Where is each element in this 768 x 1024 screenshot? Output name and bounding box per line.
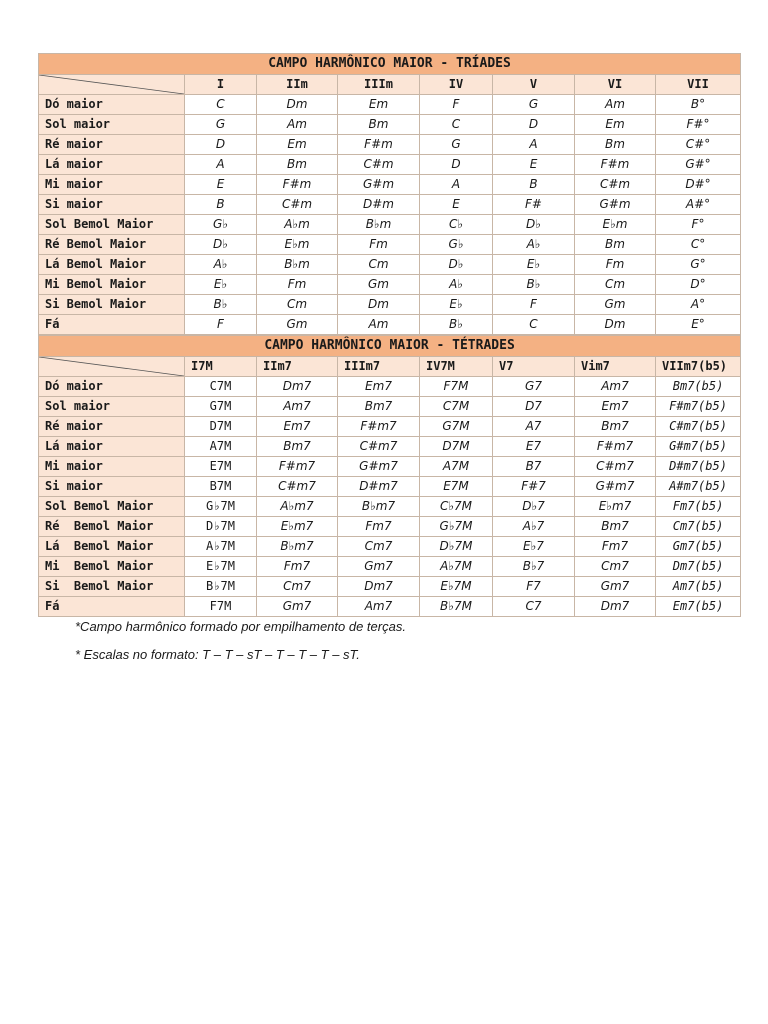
chord-cell: G7M <box>185 397 257 417</box>
chord-cell: A <box>185 155 257 175</box>
column-header: VI <box>575 75 656 95</box>
chord-cell: G#m <box>338 175 420 195</box>
row-label: Si Bemol Maior <box>39 577 185 597</box>
corner-diagonal-cell <box>39 75 185 95</box>
chord-cell: C7M <box>185 377 257 397</box>
chord-cell: G7 <box>493 377 575 397</box>
chord-cell: E♭m <box>575 215 656 235</box>
chord-cell: Em7 <box>257 417 338 437</box>
chord-cell: C♭ <box>420 215 493 235</box>
column-header: IIm <box>257 75 338 95</box>
table-row <box>39 255 741 275</box>
chord-cell: Bm7 <box>575 417 656 437</box>
chord-cell: Dm <box>257 95 338 115</box>
note-scale-format: * Escalas no formato: T – T – sT – T – T – T – sT. <box>75 647 360 662</box>
chord-cell: A <box>493 135 575 155</box>
chord-cell: Bm <box>575 235 656 255</box>
chord-cell: G7M <box>420 417 493 437</box>
table-row <box>39 195 741 215</box>
chord-cell: B♭7M <box>185 577 257 597</box>
chord-cell: D <box>185 135 257 155</box>
row-label: Dó maior <box>39 95 185 115</box>
note-thirds: *Campo harmônico formado por empilhamento de terças. <box>75 619 406 634</box>
chord-cell: A7 <box>493 417 575 437</box>
chord-cell: D#m7 <box>338 477 420 497</box>
chord-cell: Em <box>338 95 420 115</box>
chord-cell: F#m <box>257 175 338 195</box>
table-row <box>39 295 741 315</box>
column-header: I <box>185 75 257 95</box>
column-header: IIm7 <box>257 357 338 377</box>
chord-cell: E <box>420 195 493 215</box>
chord-cell: Am7 <box>338 597 420 617</box>
chord-cell: D7M <box>420 437 493 457</box>
table-row <box>39 215 741 235</box>
chord-cell: B♭ <box>420 315 493 335</box>
row-label: Ré maior <box>39 135 185 155</box>
tetrads-title: CAMPO HARMÔNICO MAIOR - TÉTRADES <box>39 336 741 357</box>
chord-cell: Am <box>257 115 338 135</box>
chord-cell: C#m7 <box>257 477 338 497</box>
table-row <box>39 315 741 335</box>
chord-cell: D° <box>656 275 741 295</box>
table-row <box>39 477 741 497</box>
chord-cell: C <box>185 95 257 115</box>
chord-cell: Em7(b5) <box>656 597 741 617</box>
chord-cell: Dm7 <box>257 377 338 397</box>
chord-cell: Dm <box>575 315 656 335</box>
chord-cell: F#m <box>575 155 656 175</box>
column-header: IIIm7 <box>338 357 420 377</box>
chord-cell: Bm7 <box>257 437 338 457</box>
chord-cell: Fm <box>575 255 656 275</box>
chord-cell: A♭m7 <box>257 497 338 517</box>
chord-cell: B♭7 <box>493 557 575 577</box>
chord-cell: D#m <box>338 195 420 215</box>
table-row <box>39 417 741 437</box>
row-label: Lá maior <box>39 155 185 175</box>
chord-cell: D♭7M <box>185 517 257 537</box>
row-label: Sol maior <box>39 397 185 417</box>
chord-cell: A♭7 <box>493 517 575 537</box>
chord-cell: Am7 <box>257 397 338 417</box>
table-row <box>39 597 741 617</box>
chord-cell: F <box>493 295 575 315</box>
table-row <box>39 235 741 255</box>
chord-cell: Cm <box>338 255 420 275</box>
chord-cell: D♭7 <box>493 497 575 517</box>
chord-cell: C#m7 <box>575 457 656 477</box>
chord-cell: C#m <box>338 155 420 175</box>
triads-title: CAMPO HARMÔNICO MAIOR - TRÍADES <box>39 54 741 75</box>
chord-cell: D♭7M <box>420 537 493 557</box>
table-row <box>39 377 741 397</box>
chord-cell: D <box>420 155 493 175</box>
chord-cell: F# <box>493 195 575 215</box>
chord-cell: B <box>493 175 575 195</box>
column-header: V <box>493 75 575 95</box>
column-header: V7 <box>493 357 575 377</box>
row-label: Si maior <box>39 477 185 497</box>
chord-cell: A♭7M <box>185 537 257 557</box>
row-label: Sol maior <box>39 115 185 135</box>
chord-cell: F#m7(b5) <box>656 397 741 417</box>
corner-diagonal-cell <box>39 357 185 377</box>
chord-cell: A#° <box>656 195 741 215</box>
chord-cell: F7M <box>185 597 257 617</box>
chord-cell: Bm7(b5) <box>656 377 741 397</box>
row-label: Lá Bemol Maior <box>39 537 185 557</box>
chord-cell: A° <box>656 295 741 315</box>
chord-cell: D♭ <box>420 255 493 275</box>
chord-cell: B♭7M <box>420 597 493 617</box>
chord-cell: D♭ <box>185 235 257 255</box>
chord-cell: C#m <box>575 175 656 195</box>
chord-cell: B♭m7 <box>257 537 338 557</box>
row-label: Mi maior <box>39 457 185 477</box>
table-row <box>39 135 741 155</box>
chord-cell: Gm7 <box>338 557 420 577</box>
chord-cell: F#m7 <box>257 457 338 477</box>
chord-cell: A♭ <box>420 275 493 295</box>
row-label: Sol Bemol Maior <box>39 497 185 517</box>
chord-cell: Dm <box>338 295 420 315</box>
chord-cell: Gm <box>338 275 420 295</box>
chord-cell: G#m7(b5) <box>656 437 741 457</box>
row-label: Ré Bemol Maior <box>39 235 185 255</box>
chord-cell: Fm7 <box>338 517 420 537</box>
chord-cell: B♭ <box>185 295 257 315</box>
chord-cell: C♭7M <box>420 497 493 517</box>
chord-cell: D♭ <box>493 215 575 235</box>
chord-cell: Gm7(b5) <box>656 537 741 557</box>
table-row <box>39 577 741 597</box>
table-row <box>39 517 741 537</box>
chord-cell: Dm7 <box>338 577 420 597</box>
chord-cell: F° <box>656 215 741 235</box>
chord-cell: G#m <box>575 195 656 215</box>
chord-cell: Am7 <box>575 377 656 397</box>
column-header: IV <box>420 75 493 95</box>
chord-cell: C#m <box>257 195 338 215</box>
chord-cell: Am7(b5) <box>656 577 741 597</box>
chord-cell: E7M <box>420 477 493 497</box>
chord-cell: F <box>185 315 257 335</box>
table-row <box>39 175 741 195</box>
tetrads-table <box>38 335 741 617</box>
chord-cell: Gm7 <box>257 597 338 617</box>
chord-cell: C#m7 <box>338 437 420 457</box>
chord-cell: E♭m7 <box>575 497 656 517</box>
chord-cell: C <box>420 115 493 135</box>
chord-cell: G#° <box>656 155 741 175</box>
chord-cell: E7 <box>493 437 575 457</box>
table-row <box>39 115 741 135</box>
row-label: Fá <box>39 597 185 617</box>
chord-cell: Gm <box>257 315 338 335</box>
chord-cell: C <box>493 315 575 335</box>
chord-cell: E° <box>656 315 741 335</box>
chord-cell: D7M <box>185 417 257 437</box>
chord-cell: F#m <box>338 135 420 155</box>
chord-cell: E♭7 <box>493 537 575 557</box>
chord-cell: A♭ <box>493 235 575 255</box>
chord-cell: D#m7(b5) <box>656 457 741 477</box>
chord-cell: A♭ <box>185 255 257 275</box>
chord-cell: Em <box>257 135 338 155</box>
chord-cell: F#m7 <box>338 417 420 437</box>
table-row <box>39 275 741 295</box>
chord-cell: Bm <box>575 135 656 155</box>
row-label: Mi Bemol Maior <box>39 275 185 295</box>
chord-cell: D <box>493 115 575 135</box>
table-row <box>39 397 741 417</box>
row-label: Sol Bemol Maior <box>39 215 185 235</box>
chord-cell: E♭7M <box>420 577 493 597</box>
chord-cell: G° <box>656 255 741 275</box>
chord-cell: E♭m <box>257 235 338 255</box>
chord-cell: F <box>420 95 493 115</box>
chord-cell: Em <box>575 115 656 135</box>
chord-cell: C#° <box>656 135 741 155</box>
table-row <box>39 155 741 175</box>
chord-cell: G <box>420 135 493 155</box>
row-label: Lá maior <box>39 437 185 457</box>
chord-cell: Cm7 <box>338 537 420 557</box>
table-row <box>39 95 741 115</box>
chord-cell: D7 <box>493 397 575 417</box>
chord-cell: Fm <box>338 235 420 255</box>
chord-cell: F#° <box>656 115 741 135</box>
column-header: VIIm7(b5) <box>656 357 741 377</box>
chord-cell: A#m7(b5) <box>656 477 741 497</box>
chord-cell: Cm7(b5) <box>656 517 741 537</box>
chord-cell: D#° <box>656 175 741 195</box>
chord-cell: E♭ <box>420 295 493 315</box>
chord-cell: Dm7(b5) <box>656 557 741 577</box>
row-label: Lá Bemol Maior <box>39 255 185 275</box>
table-row <box>39 497 741 517</box>
chord-cell: Gm <box>575 295 656 315</box>
chord-cell: C7M <box>420 397 493 417</box>
chord-cell: Em7 <box>338 377 420 397</box>
chord-cell: Cm <box>575 275 656 295</box>
chord-cell: Cm7 <box>575 557 656 577</box>
chord-cell: Cm7 <box>257 577 338 597</box>
row-label: Fá <box>39 315 185 335</box>
chord-cell: B7M <box>185 477 257 497</box>
chord-cell: E♭ <box>185 275 257 295</box>
chord-cell: E <box>493 155 575 175</box>
chord-cell: Gm7 <box>575 577 656 597</box>
chord-cell: Bm <box>257 155 338 175</box>
chord-cell: Fm7(b5) <box>656 497 741 517</box>
chord-cell: C7 <box>493 597 575 617</box>
chord-cell: F7M <box>420 377 493 397</box>
chord-cell: B♭m <box>338 215 420 235</box>
row-label: Mi maior <box>39 175 185 195</box>
row-label: Mi Bemol Maior <box>39 557 185 577</box>
row-label: Si Bemol Maior <box>39 295 185 315</box>
chord-cell: A7M <box>185 437 257 457</box>
table-row <box>39 557 741 577</box>
chord-cell: C° <box>656 235 741 255</box>
table-row <box>39 437 741 457</box>
chord-cell: G♭7M <box>420 517 493 537</box>
column-header: IIIm <box>338 75 420 95</box>
chord-cell: B° <box>656 95 741 115</box>
chord-cell: F7 <box>493 577 575 597</box>
chord-cell: Fm <box>257 275 338 295</box>
chord-cell: Bm7 <box>575 517 656 537</box>
chord-cell: F#7 <box>493 477 575 497</box>
chord-cell: B7 <box>493 457 575 477</box>
chord-cell: Cm <box>257 295 338 315</box>
row-label: Ré maior <box>39 417 185 437</box>
chord-cell: E♭ <box>493 255 575 275</box>
chord-cell: A <box>420 175 493 195</box>
chord-cell: E♭m7 <box>257 517 338 537</box>
row-label: Dó maior <box>39 377 185 397</box>
chord-cell: E♭7M <box>185 557 257 577</box>
chord-cell: E <box>185 175 257 195</box>
chord-cell: B♭ <box>493 275 575 295</box>
chord-cell: A♭7M <box>420 557 493 577</box>
chord-cell: G♭7M <box>185 497 257 517</box>
column-header: I7M <box>185 357 257 377</box>
table-row <box>39 457 741 477</box>
chord-cell: B♭m <box>257 255 338 275</box>
chord-cell: G <box>185 115 257 135</box>
column-header: Vim7 <box>575 357 656 377</box>
harmonic-field-document <box>38 53 740 617</box>
row-label: Ré Bemol Maior <box>39 517 185 537</box>
chord-cell: E7M <box>185 457 257 477</box>
column-header: IV7M <box>420 357 493 377</box>
chord-cell: A♭m <box>257 215 338 235</box>
column-header: VII <box>656 75 741 95</box>
row-label: Si maior <box>39 195 185 215</box>
chord-cell: Fm7 <box>257 557 338 577</box>
chord-cell: G <box>493 95 575 115</box>
chord-cell: Bm7 <box>338 397 420 417</box>
table-row <box>39 537 741 557</box>
chord-cell: A7M <box>420 457 493 477</box>
chord-cell: G#m7 <box>338 457 420 477</box>
chord-cell: Fm7 <box>575 537 656 557</box>
chord-cell: F#m7 <box>575 437 656 457</box>
chord-cell: C#m7(b5) <box>656 417 741 437</box>
chord-cell: Bm <box>338 115 420 135</box>
chord-cell: Am <box>575 95 656 115</box>
chord-cell: B♭m7 <box>338 497 420 517</box>
chord-cell: Am <box>338 315 420 335</box>
chord-cell: Dm7 <box>575 597 656 617</box>
chord-cell: G♭ <box>185 215 257 235</box>
chord-cell: B <box>185 195 257 215</box>
chord-cell: G♭ <box>420 235 493 255</box>
chord-cell: G#m7 <box>575 477 656 497</box>
chord-cell: Em7 <box>575 397 656 417</box>
triads-table <box>38 53 741 335</box>
